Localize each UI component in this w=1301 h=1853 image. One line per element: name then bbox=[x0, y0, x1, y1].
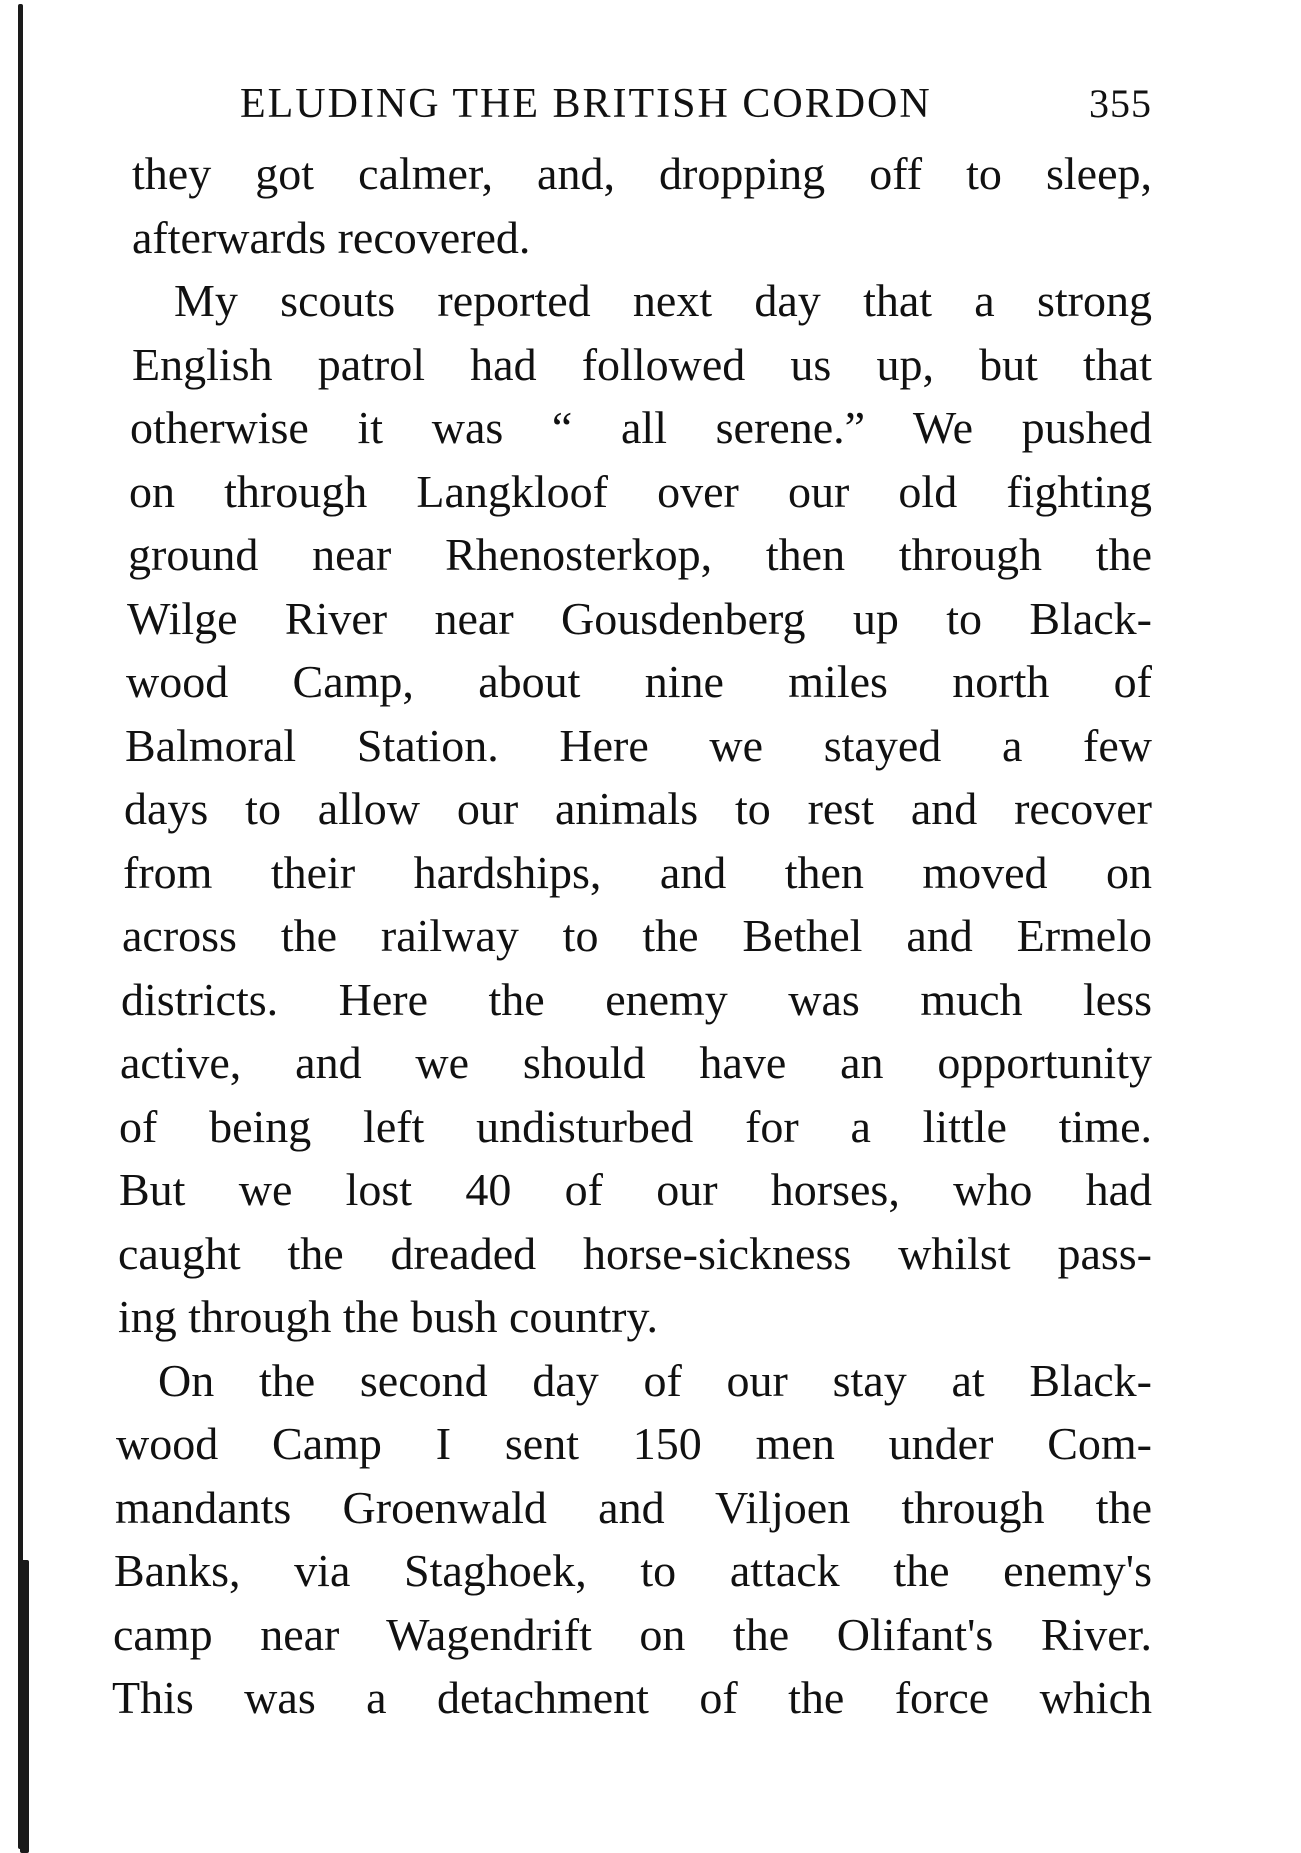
body-text bbox=[112, 142, 1152, 1730]
text-line: days to allow our animals to rest and recover bbox=[124, 783, 1152, 834]
page-number: 355 bbox=[1089, 81, 1152, 126]
text-line: districts. Here the enemy was much less bbox=[121, 973, 1152, 1025]
binding-edge-shadow-lower bbox=[20, 1560, 29, 1853]
text-line: active, and we should have an opportunity bbox=[120, 1037, 1152, 1088]
text-line: But we lost 40 of our horses, who had bbox=[119, 1164, 1152, 1215]
text-line: wood Camp I sent 150 men under Com- bbox=[116, 1418, 1152, 1469]
text-line: from their hardships, and then moved on bbox=[123, 846, 1152, 898]
text-line: afterwards recovered. bbox=[132, 211, 531, 263]
text-line: otherwise it was “ all serene.” We pushed bbox=[130, 402, 1152, 453]
text-line: wood Camp, about nine miles north of bbox=[126, 656, 1152, 707]
text-line: they got calmer, and, dropping off to sleep, bbox=[132, 148, 1152, 199]
text-line: On the second day of our stay at Black- bbox=[158, 1354, 1152, 1406]
text-line: My scouts reported next day that a strong bbox=[174, 275, 1152, 326]
text-line: Wilge River near Gousdenberg up to Black- bbox=[127, 592, 1152, 644]
text-line: of being left undisturbed for a little time. bbox=[119, 1100, 1152, 1152]
text-line: caught the dreaded horse-sickness whilst pass- bbox=[118, 1227, 1152, 1279]
text-line: on through Langkloof over our old fighting bbox=[129, 465, 1152, 517]
text-line: ground near Rhenosterkop, then through the bbox=[128, 529, 1152, 580]
text-line: mandants Groenwald and Viljoen through the bbox=[115, 1481, 1152, 1533]
running-header bbox=[240, 80, 1152, 142]
text-line: across the railway to the Bethel and Ermelo bbox=[122, 910, 1152, 961]
text-line: camp near Wagendrift on the Olifant's River. bbox=[113, 1608, 1152, 1660]
book-page bbox=[112, 80, 1152, 1730]
text-line: Balmoral Station. Here we stayed a few bbox=[125, 719, 1152, 771]
running-title: ELUDING THE BRITISH CORDON bbox=[240, 81, 932, 127]
text-line: Banks, via Staghoek, to attack the enemy's bbox=[114, 1545, 1152, 1596]
text-line: ing through the bush country. bbox=[118, 1291, 659, 1342]
text-line: This was a detachment of the force which bbox=[112, 1672, 1152, 1723]
text-line: English patrol had followed us up, but that bbox=[132, 338, 1152, 390]
